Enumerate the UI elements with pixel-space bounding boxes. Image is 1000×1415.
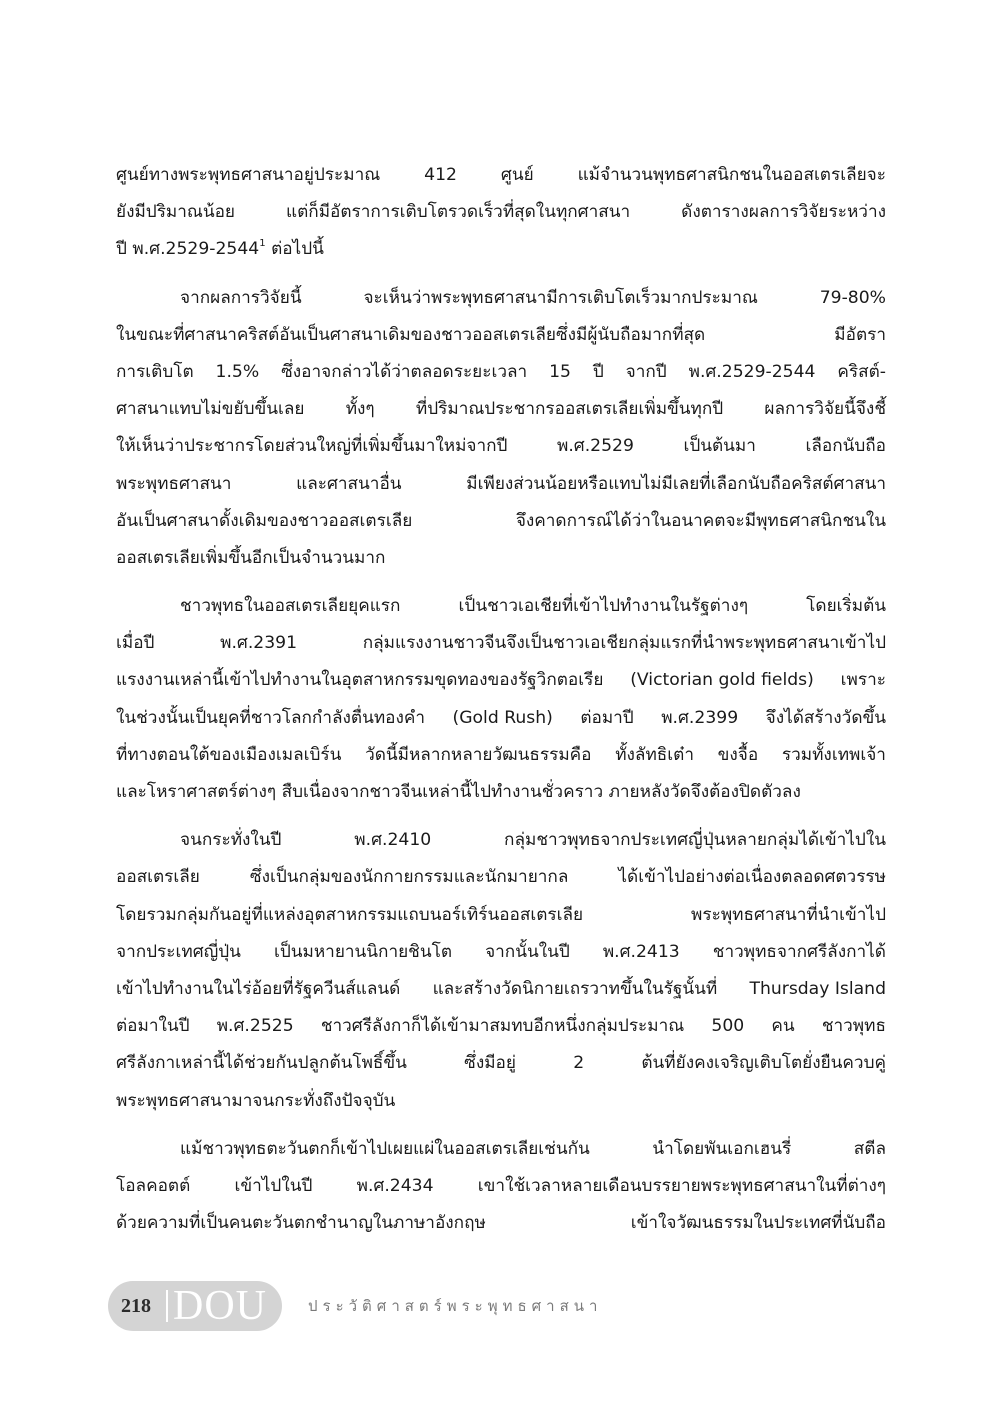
word-group: มีเพียงส่วนน้อยหรือแทบไม่มีเลยที่เลือกนับถือคริสต์ศาสนา <box>466 473 886 494</box>
text-line <box>116 859 886 896</box>
word-group: พ.ศ.2525 <box>216 1016 294 1037</box>
word-group: การเติบโต <box>116 361 194 382</box>
word-group: ยังมีปริมาณน้อย <box>116 202 236 223</box>
text-line <box>116 774 886 811</box>
line-text: ปี พ.ศ.2529-2544 <box>116 239 260 260</box>
word-group: เป็นชาวเอเชียที่เข้าไปทำงานในรัฐต่างๆ <box>458 596 749 617</box>
word-group: ให้เห็นว่าประชากรโดยส่วนใหญ่ที่เพิ่มขึ้นมาใหม่จากปี <box>116 436 508 457</box>
word-group: พ.ศ.2391 <box>220 633 298 654</box>
word-group: วัดนี้มีหลากหลายวัฒนธรรมคือ <box>365 744 592 765</box>
word-group: ซึ่งมีอยู่ <box>464 1053 516 1074</box>
word-group: จนกระทั่งในปี <box>180 830 282 851</box>
word-group: ที่ทางตอนใต้ของเมืองเมลเบิร์น <box>116 744 342 765</box>
paragraph <box>116 157 886 269</box>
word-group: ชาวพุทธในออสเตรเลียยุคแรก <box>180 596 401 617</box>
dou-logo: DOU <box>173 1283 267 1329</box>
word-group: พ.ศ.2529 <box>557 436 634 457</box>
word-group: ที่ปริมาณประชากรออสเตรเลียเพิ่มขึ้นทุกปี <box>415 399 724 420</box>
text-line <box>116 1168 886 1205</box>
word-group: (Victorian gold fields) <box>630 670 814 691</box>
word-group: ทั้งๆ <box>345 399 375 420</box>
word-group: Thursday Island <box>749 978 886 999</box>
text-line <box>116 1045 886 1082</box>
text-line <box>116 503 886 540</box>
paragraph <box>116 822 886 1120</box>
word-group: แม้จำนวนพุทธศาสนิกชนในออสเตรเลียจะ <box>577 165 886 185</box>
word-group: ขงจื้อ <box>717 744 759 765</box>
paragraph <box>116 588 886 811</box>
word-group: จึงคาดการณ์ได้ว่าในอนาคตจะมีพุทธศาสนิกชนใน <box>515 510 886 531</box>
word-group: 2 <box>573 1053 585 1074</box>
word-group: พระพุทธศาสนา <box>116 473 232 494</box>
word-group: จะเห็นว่าพระพุทธศาสนามีการเติบโตเร็วมากประมาณ <box>363 287 758 308</box>
word-group: ดังตารางผลการวิจัยระหว่าง <box>681 202 886 223</box>
text-line <box>116 897 886 934</box>
body-text <box>116 157 886 1253</box>
word-group: 79-80% <box>819 287 886 308</box>
text-line <box>116 737 886 774</box>
paragraph <box>116 280 886 578</box>
word-group: กลุ่มชาวพุทธจากประเทศญี่ปุ่นหลายกลุ่มได้เข้าไปใน <box>504 830 886 851</box>
word-group: จากผลการวิจัยนี้ <box>180 287 302 308</box>
word-group: สตีล <box>853 1138 886 1159</box>
text-line <box>116 1205 886 1242</box>
text-line <box>116 1083 886 1120</box>
text-line <box>116 588 886 625</box>
word-group: กลุ่มแรงงานชาวจีนจึงเป็นชาวเอเชียกลุ่มแรกที่นำพระพุทธศาสนาเข้าไป <box>362 633 886 654</box>
word-group: ชาวพุทธ <box>821 1016 886 1037</box>
word-group: ออสเตรเลีย <box>116 867 200 888</box>
text-line <box>116 625 886 662</box>
footnote-mark: 1 <box>259 238 266 250</box>
word-group: เป็นต้นมา <box>683 436 756 457</box>
word-group: ในช่วงนั้นเป็นยุคที่ชาวโลกกำลังตื่นทองคำ <box>116 707 426 728</box>
text-line <box>116 231 886 268</box>
word-group: ศูนย์ <box>500 165 534 185</box>
text-line <box>116 157 886 194</box>
text-line <box>116 1008 886 1045</box>
word-group: ได้เข้าไปอย่างต่อเนื่องตลอดศตวรรษ <box>618 867 886 888</box>
text-line <box>116 391 886 428</box>
word-group: ต่อมาในปี <box>116 1016 190 1037</box>
word-group: เขาใช้เวลาหลายเดือนบรรยายพระพุทธศาสนาในที่ต่างๆ <box>477 1175 886 1196</box>
word-group: โดยเริ่มต้น <box>806 596 886 617</box>
word-group: พระพุทธศาสนาที่นำเข้าไป <box>691 904 886 925</box>
word-group: มีอัตรา <box>834 324 886 345</box>
text-line <box>116 280 886 317</box>
word-group: ทั้งลัทธิเต๋า <box>615 744 694 765</box>
word-group: ด้วยความที่เป็นคนตะวันตกชำนาญในภาษาอังกฤษ <box>116 1213 486 1234</box>
text-line <box>116 466 886 503</box>
word-group: ซึ่งอาจกล่าวได้ว่าตลอดระยะเวลา <box>281 361 528 382</box>
text-line <box>116 540 886 577</box>
word-group: พ.ศ.2399 <box>661 707 739 728</box>
word-group: ซึ่งเป็นกลุ่มของนักกายกรรมและนักมายากล <box>249 867 569 888</box>
word-group: พ.ศ.2529-2544 <box>688 361 816 382</box>
word-group: พ.ศ.2434 <box>356 1175 434 1196</box>
word-group: คริสต์- <box>837 361 886 382</box>
word-group: จึงได้สร้างวัดขึ้น <box>765 707 886 728</box>
text-line <box>116 700 886 737</box>
line-text: พระพุทธศาสนามาจนกระทั่งถึงปัจจุบัน <box>116 1090 396 1111</box>
badge-divider <box>166 1290 168 1322</box>
text-line <box>116 822 886 859</box>
word-group: 15 <box>549 361 571 382</box>
word-group: ชาวพุทธจากศรีลังกาได้ <box>712 941 886 962</box>
word-group: และสร้างวัดนิกายเถรวาทขึ้นในรัฐนั้นที่ <box>432 978 718 999</box>
word-group: เลือกนับถือ <box>805 436 886 457</box>
word-group: ศาสนาแทบไม่ขยับขึ้นเลย <box>116 399 305 420</box>
page-footer <box>108 1281 602 1331</box>
word-group: (Gold Rush) <box>452 707 553 728</box>
word-group: เมื่อปี <box>116 633 155 654</box>
word-group: พ.ศ.2413 <box>602 941 680 962</box>
word-group: แรงงานเหล่านี้เข้าไปทำงานในอุตสาหกรรมขุดทองของรัฐวิกตอเรีย <box>116 670 604 691</box>
word-group: โอลคอตต์ <box>116 1175 191 1196</box>
word-group: รวมทั้งเทพเจ้า <box>781 744 886 765</box>
text-line <box>116 194 886 231</box>
text-line <box>116 317 886 354</box>
text-line <box>116 354 886 391</box>
word-group: และศาสนาอื่น <box>296 473 402 494</box>
word-group: โดยรวมกลุ่มกันอยู่ที่แหล่งอุตสาหกรรมแถบนอร์เทิร์นออสเตรเลีย <box>116 904 584 925</box>
line-text: ออสเตรเลียเพิ่มขึ้นอีกเป็นจำนวนมาก <box>116 547 386 568</box>
text-line <box>116 1131 886 1168</box>
word-group: เข้าไปในปี <box>234 1175 313 1196</box>
word-group: ชาวศรีลังกาก็ได้เข้ามาสมทบอีกหนึ่งกลุ่มประมาณ <box>320 1016 685 1037</box>
word-group: แต่ก็มีอัตราการเติบโตรวดเร็วที่สุดในทุกศาสนา <box>286 202 631 223</box>
word-group: 500 <box>711 1016 745 1037</box>
word-group: แม้ชาวพุทธตะวันตกก็เข้าไปเผยแผ่ในออสเตรเลียเช่นกัน <box>180 1138 590 1159</box>
text-line <box>116 662 886 699</box>
word-group: จากประเทศญี่ปุ่น <box>116 941 241 962</box>
word-group: เป็นมหายานนิกายชินโต <box>273 941 452 962</box>
word-group: เข้าไปทำงานในไร่อ้อยที่รัฐควีนส์แลนด์ <box>116 978 401 999</box>
page-number: 218 <box>121 1295 151 1317</box>
text-line <box>116 428 886 465</box>
word-group: พ.ศ.2410 <box>354 830 432 851</box>
word-group: คน <box>771 1016 795 1037</box>
word-group: จากนั้นในปี <box>485 941 570 962</box>
word-group: เพราะ <box>840 670 886 691</box>
paragraph <box>116 1131 886 1243</box>
text-line <box>116 971 886 1008</box>
word-group: อันเป็นศาสนาดั้งเดิมของชาวออสเตรเลีย <box>116 510 413 531</box>
word-group: 412 <box>424 165 457 185</box>
word-group: ศรีลังกาเหล่านี้ได้ช่วยกันปลูกต้นโพธิ์ขึ้น <box>116 1053 407 1074</box>
word-group: ผลการวิจัยนี้จึงชี้ <box>764 399 886 420</box>
word-group: ปี <box>592 361 604 382</box>
book-title: ประวัติศาสตร์พระพุทธศาสนา <box>308 1297 603 1315</box>
word-group: ในขณะที่ศาสนาคริสต์อันเป็นศาสนาเดิมของชาวออสเตรเลียซึ่งมีผู้นับถือมากที่สุด <box>116 324 706 345</box>
line-text-after: ต่อไปนี้ <box>265 239 324 260</box>
text-line <box>116 934 886 971</box>
line-text: และโหราศาสตร์ต่างๆ สืบเนื่องจากชาวจีนเหล่านี้ไปทำงานชั่วคราว ภายหลังวัดจึงต้องปิดตัวลง <box>116 782 801 802</box>
word-group: ศูนย์ทางพระพุทธศาสนาอยู่ประมาณ <box>116 165 381 185</box>
word-group: เข้าใจวัฒนธรรมในประเทศที่นับถือ <box>630 1213 886 1234</box>
word-group: ต่อมาปี <box>580 707 634 728</box>
word-group: จากปี <box>625 361 667 382</box>
word-group: นำโดยพันเอกเฮนรี่ <box>652 1138 792 1159</box>
word-group: ต้นที่ยังคงเจริญเติบโตยั่งยืนควบคู่ <box>641 1053 886 1074</box>
word-group: 1.5% <box>215 361 260 382</box>
footer-badge <box>108 1281 282 1331</box>
